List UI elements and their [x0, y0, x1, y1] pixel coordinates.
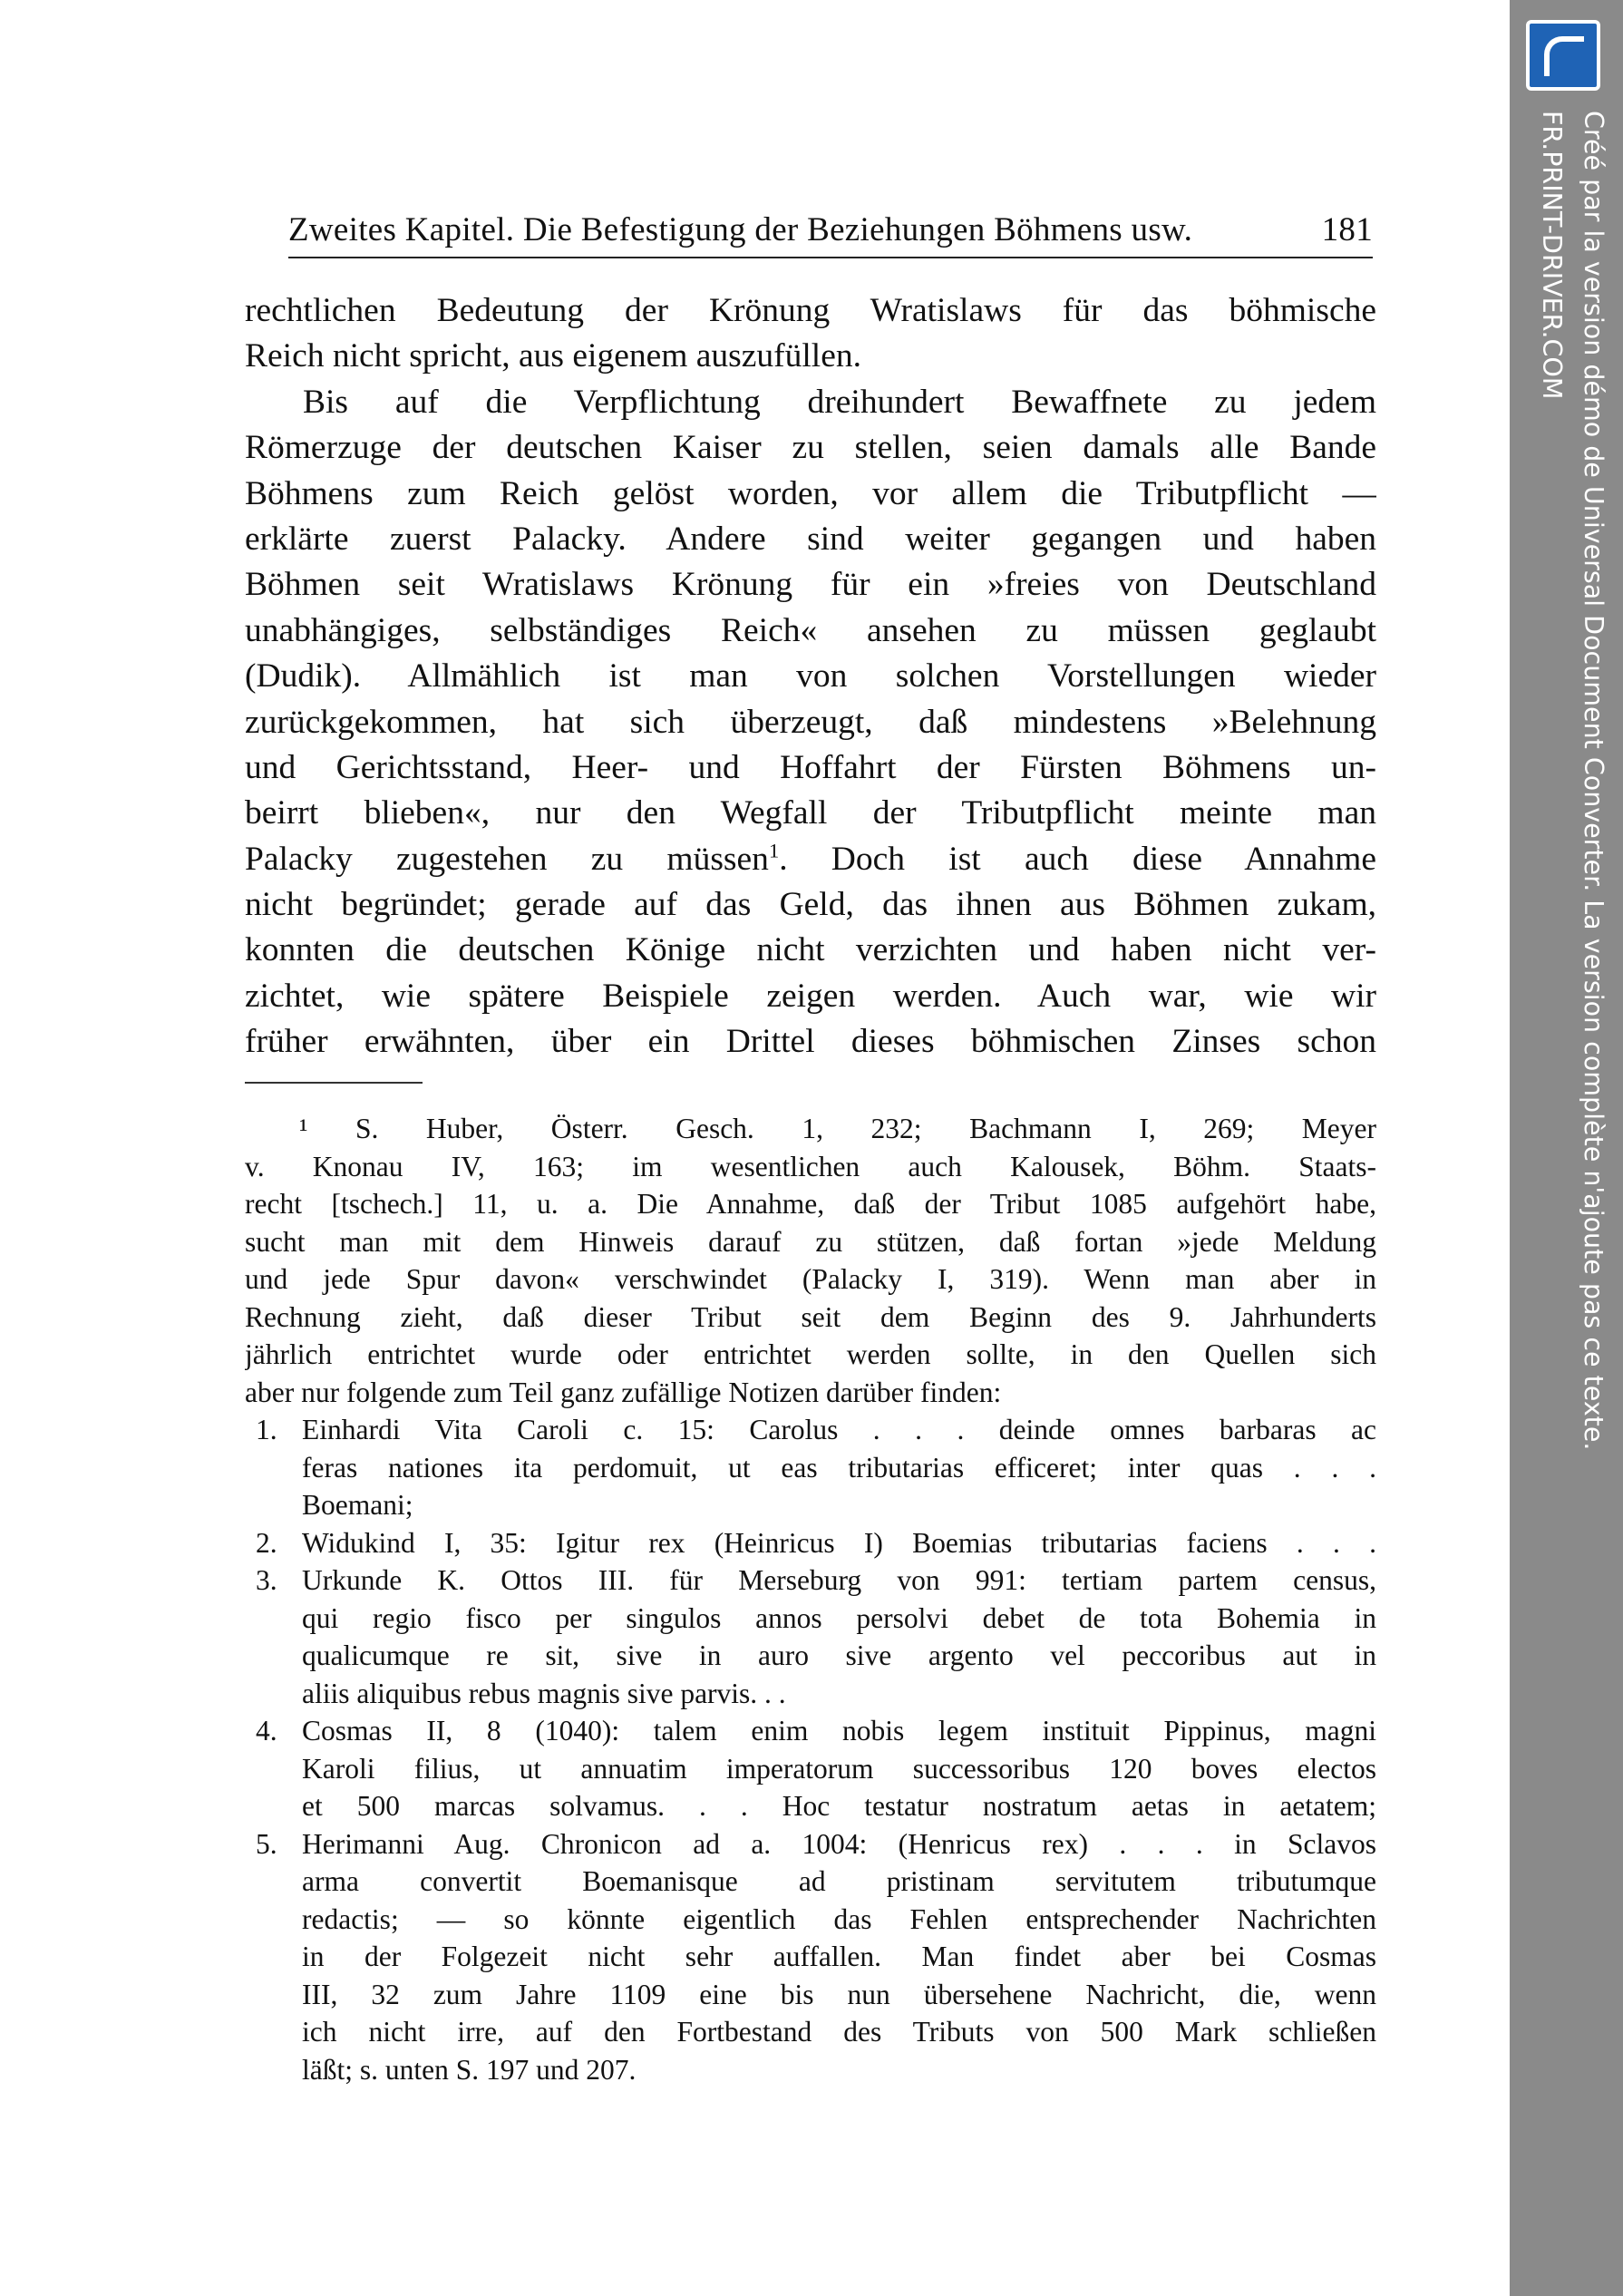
body-line: beirrt blieben«, nur den Wegfall der Tributpflicht meinte man — [245, 794, 1376, 832]
footnote-line: ¹ S. Huber, Österr. Gesch. 1, 232; Bachmann I, 269; Meyer — [299, 1113, 1376, 1144]
footnote-item-line: qualicumque re sit, sive in auro sive argento vel peccoribus aut in — [302, 1639, 1376, 1671]
footnote-item-5 — [245, 1825, 1376, 2089]
body-line: (Dudik). Allmählich ist man von solchen Vorstellungen wieder — [245, 657, 1376, 696]
footnote-item-line: Cosmas II, 8 (1040): talem enim nobis legem instituit Pippinus, magni — [302, 1715, 1376, 1746]
body-line: nicht begründet; gerade auf das Geld, das ihnen aus Böhmen zukam, — [245, 886, 1376, 924]
footnote-item-number: 4. — [256, 1715, 277, 1746]
footnote-line: und jede Spur davon« verschwindet (Palacky I, 319). Wenn man aber in — [245, 1263, 1376, 1295]
footnote-item-line: qui regio fisco per singulos annos persolvi debet de tota Bohemia in — [302, 1601, 1376, 1634]
footnote-item-4 — [245, 1712, 1376, 1825]
footnote-item-line: aliis aliquibus rebus magnis sive parvis. . . — [302, 1677, 786, 1709]
body-line: Reich nicht spricht, aus eigenem auszufüllen. — [245, 337, 861, 375]
body-line-tail: . Doch ist auch diese Annahme — [779, 840, 1376, 878]
running-header-title: Zweites Kapitel. Die Befestigung der Beziehungen Böhmens usw. — [288, 211, 1193, 248]
footnote-item-2 — [245, 1524, 1376, 1562]
footnote-item-line: feras nationes ita perdomuit, ut eas tributarias efficeret; inter quas . . . — [302, 1451, 1376, 1484]
footnote-rule — [245, 1082, 423, 1084]
footnote-item-line: arma convertit Boemanisque ad pristinam servitutem tributumque — [302, 1865, 1376, 1897]
footnote-item-line: III, 32 zum Jahre 1109 eine bis nun übersehene Nachricht, die, wenn — [302, 1978, 1376, 2010]
footnote-line: jährlich entrichtet wurde oder entrichtet werden sollte, in den Quellen sich — [245, 1338, 1376, 1370]
footnote-item-line: Urkunde K. Ottos III. für Merseburg von 991: tertiam partem census, — [302, 1564, 1376, 1596]
footnote-item-line: ich nicht irre, auf den Fortbestand des Tributs von 500 Mark schließen — [302, 2016, 1376, 2048]
footnote-item-line: Widukind I, 35: Igitur rex (Heinricus I) Boemias tributarias faciens . . . — [302, 1526, 1376, 1559]
footnote-item-line: et 500 marcas solvamus. . . Hoc testatur nostratum aetas in aetatem; — [302, 1790, 1376, 1822]
footnote-line: recht [tschech.] 11, u. a. Die Annahme, daß der Tribut 1085 aufgehört habe, — [245, 1188, 1376, 1220]
page-number: 181 — [1321, 211, 1373, 248]
body-line-text: Palacky zugestehen zu müssen — [245, 840, 769, 878]
footnote-item-line: Herimanni Aug. Chronicon ad a. 1004: (Henricus rex) . . . in Sclavos — [302, 1827, 1376, 1860]
footnote-item-line: läßt; s. unten S. 197 und 207. — [302, 2053, 637, 2086]
footnote-line: sucht man mit dem Hinweis darauf zu stützen, daß fortan »jede Meldung — [245, 1225, 1376, 1258]
footnote-item-number: 1. — [256, 1414, 277, 1445]
converter-logo-icon — [1526, 20, 1600, 91]
body-line: konnten die deutschen Könige nicht verzichten und haben nicht ver- — [245, 931, 1376, 969]
body-line: und Gerichtsstand, Heer- und Hoffahrt der Fürsten Böhmens un- — [245, 748, 1376, 786]
body-line: unabhängiges, selbständiges Reich« ansehen zu müssen geglaubt — [245, 611, 1376, 649]
footnote-line: aber nur folgende zum Teil ganz zufällige Notizen darüber finden: — [245, 1376, 1002, 1408]
footnote-item-line: Einhardi Vita Caroli c. 15: Carolus . . . deinde omnes barbaras ac — [302, 1414, 1376, 1445]
body-line: früher erwähnten, über ein Drittel dieses böhmischen Zinses schon — [245, 1023, 1376, 1061]
body-line: Böhmens zum Reich gelöst worden, vor allem die Tributpflicht — — [245, 474, 1376, 512]
footnote-item-line: Boemani; — [302, 1489, 413, 1521]
footnote-item-line: Karoli filius, ut annuatim imperatorum successoribus 120 boves electos — [302, 1752, 1376, 1785]
footnote-item-3 — [245, 1561, 1376, 1712]
footnotes — [245, 1110, 1376, 2088]
footnote-ref: 1 — [768, 839, 780, 862]
watermark-line-2: FR.PRINT-DRIVER.COM — [1537, 111, 1567, 400]
running-header — [288, 207, 1373, 254]
footnote-line: v. Knonau IV, 163; im wesentlichen auch Kalousek, Böhm. Staats- — [245, 1150, 1376, 1182]
footnote-item-number: 3. — [256, 1564, 277, 1596]
header-rule — [288, 257, 1373, 258]
watermark-text — [1531, 111, 1614, 1450]
footnote-item-number: 2. — [256, 1526, 277, 1559]
body-line: rechtlichen Bedeutung der Krönung Wratislaws für das böhmische — [245, 292, 1376, 329]
body-line: Böhmen seit Wratislaws Krönung für ein »freies von Deutschland — [245, 566, 1376, 604]
body-line: Römerzuge der deutschen Kaiser zu stellen, seien damals alle Bande — [245, 429, 1376, 467]
body-line-with-footnote — [245, 837, 1376, 882]
body-line: zurückgekommen, hat sich überzeugt, daß mindestens »Belehnung — [245, 703, 1376, 741]
footnote-item-line: redactis; — so könnte eigentlich das Fehlen entsprechender Nachrichten — [302, 1902, 1376, 1935]
body-line: Bis auf die Verpflichtung dreihundert Bewaffnete zu jedem — [303, 383, 1376, 421]
body-line: erklärte zuerst Palacky. Andere sind weiter gegangen und haben — [245, 520, 1376, 558]
footnote-item-number: 5. — [256, 1827, 277, 1860]
watermark-line-1: Créé par la version démo de Universal Document Converter. La version complète n'ajoute pas ce texte. — [1579, 111, 1608, 1451]
footnote-item-1 — [245, 1411, 1376, 1524]
body-text — [245, 288, 1376, 1065]
footnote-item-line: in der Folgezeit nicht sehr auffallen. Man findet aber bei Cosmas — [302, 1941, 1376, 1972]
body-line: zichtet, wie spätere Beispiele zeigen werden. Auch war, wie wir — [245, 977, 1376, 1015]
footnote-line: Rechnung zieht, daß dieser Tribut seit dem Beginn des 9. Jahrhunderts — [245, 1300, 1376, 1333]
